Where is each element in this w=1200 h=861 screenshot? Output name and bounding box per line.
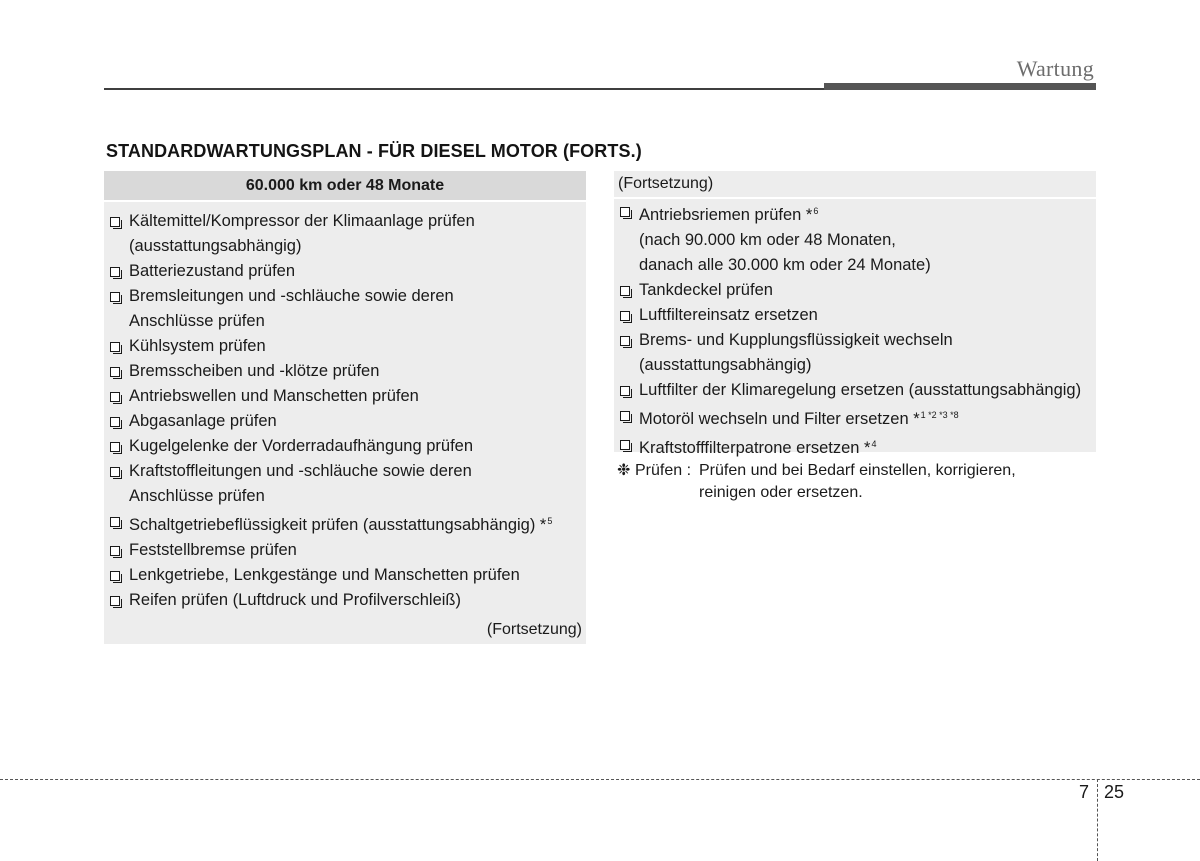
checklist-item	[108, 588, 586, 613]
checklist-item	[618, 303, 1096, 328]
footnote-ref: 5	[547, 516, 553, 526]
checklist-item-text: (ausstattungsabhängig)	[129, 237, 302, 255]
note-symbol-icon: ❉	[617, 462, 631, 479]
header-rule-accent	[824, 83, 1096, 90]
checkbox-icon	[110, 571, 120, 581]
page-number: 25	[1104, 782, 1125, 802]
checkbox-icon	[110, 342, 120, 352]
checkbox-icon	[620, 386, 630, 396]
checkbox-icon	[110, 267, 120, 277]
checklist-item-text: (nach 90.000 km oder 48 Monaten,	[639, 231, 896, 249]
checklist-item-text: Feststellbremse prüfen	[129, 541, 297, 559]
checklist-item-text: Kältemittel/Kompressor der Klimaanlage prüfen	[129, 212, 475, 230]
checklist-item-text: Kugelgelenke der Vorderradaufhängung prüfen	[129, 437, 474, 455]
checklist-item-text: Bremsscheiben und -klötze prüfen	[129, 362, 380, 380]
checklist-item-text: Bremsleitungen und -schläuche sowie deren	[129, 287, 454, 305]
checklist-item-text: danach alle 30.000 km oder 24 Monate)	[639, 256, 931, 274]
footnote	[617, 460, 1016, 504]
checklist-item-text	[129, 509, 586, 538]
checkbox-icon	[110, 367, 120, 377]
checkbox-icon	[110, 467, 120, 477]
checklist-item-text: Kühlsystem prüfen	[129, 337, 266, 355]
checklist-item-text: Luftfilter der Klimaregelung ersetzen (ausstattungsabhängig)	[639, 381, 1082, 399]
footnote-ref: 4	[871, 439, 877, 449]
maintenance-panel-right	[614, 171, 1096, 457]
checklist-item	[618, 199, 1096, 228]
checklist-item-text: Lenkgetriebe, Lenkgestänge und Manschetten prüfen	[129, 566, 520, 584]
interval-heading: 60.000 km oder 48 Monate	[104, 171, 586, 202]
checklist-item-label: Kraftstofffilterpatrone ersetzen *	[639, 439, 871, 457]
note-text	[699, 460, 1016, 504]
checklist-item-text: Brems- und Kupplungsflüssigkeit wechseln	[639, 331, 953, 349]
checklist-item-text: Kraftstoffleitungen und -schläuche sowie deren	[129, 462, 472, 480]
section-title: STANDARDWARTUNGSPLAN - FÜR DIESEL MOTOR (FORTS.)	[106, 141, 642, 161]
checklist-item	[108, 509, 586, 538]
checklist-item-label: Motoröl wechseln und Filter ersetzen *	[639, 410, 920, 428]
checklist-item-text	[639, 432, 1096, 461]
checklist-item	[108, 334, 586, 359]
checklist-item-label: Schaltgetriebeflüssigkeit prüfen (ausstattungsabhängig) *	[129, 516, 547, 534]
checkbox-icon	[620, 336, 630, 346]
checkbox-icon	[110, 442, 120, 452]
chapter-number: 7	[1079, 782, 1090, 802]
checklist-item	[108, 563, 586, 588]
checkbox-icon	[110, 292, 120, 302]
chapter-title: Wartung	[1016, 56, 1094, 81]
checklist-item	[108, 434, 586, 459]
note-line: Prüfen und bei Bedarf einstellen, korrigieren,	[699, 462, 1016, 479]
checklist-item	[618, 432, 1096, 461]
footer-vertical-divider	[1097, 779, 1098, 861]
checklist-item-text: Luftfiltereinsatz ersetzen	[639, 306, 818, 324]
maintenance-panel-left	[104, 171, 586, 644]
checklist-item	[618, 278, 1096, 303]
maintenance-list-right	[614, 199, 1096, 461]
checklist-item-text	[639, 199, 1096, 228]
note-line: reinigen oder ersetzen.	[699, 484, 863, 501]
checkbox-icon	[620, 286, 630, 296]
checkbox-icon	[620, 311, 630, 321]
checkbox-icon	[110, 546, 120, 556]
note-label: Prüfen :	[635, 462, 692, 479]
checkbox-icon	[110, 417, 120, 427]
checklist-item-text	[639, 403, 1096, 432]
checklist-item-text: Anschlüsse prüfen	[129, 487, 265, 505]
footer-divider	[0, 779, 1200, 780]
checklist-item	[108, 209, 586, 259]
checklist-item-text: Batteriezustand prüfen	[129, 262, 296, 280]
checklist-item-text: Abgasanlage prüfen	[129, 412, 277, 430]
checklist-item	[108, 538, 586, 563]
checklist-item-text: Reifen prüfen (Luftdruck und Profilverschleiß)	[129, 591, 461, 609]
footnote-ref: 1 *2 *3 *8	[920, 410, 959, 420]
checkbox-icon	[620, 440, 630, 450]
checkbox-icon	[110, 392, 120, 402]
continued-heading: (Fortsetzung)	[614, 171, 1096, 199]
checkbox-icon	[110, 217, 120, 227]
checklist-item-label: Antriebsriemen prüfen *	[639, 206, 813, 224]
checklist-item-text: Antriebswellen und Manschetten prüfen	[129, 387, 419, 405]
checkbox-icon	[620, 411, 630, 421]
checklist-item-text: (ausstattungsabhängig)	[639, 356, 812, 374]
checklist-item	[108, 284, 586, 334]
footnote-ref: 6	[813, 206, 819, 216]
checklist-item	[108, 384, 586, 409]
checklist-item	[618, 328, 1096, 378]
checklist-item-text: Tankdeckel prüfen	[639, 281, 773, 299]
checklist-item	[108, 459, 586, 509]
maintenance-list-left	[104, 202, 586, 613]
checklist-item	[108, 259, 586, 284]
checklist-item	[108, 359, 586, 384]
checklist-item	[618, 403, 1096, 432]
continued-label: (Fortsetzung)	[486, 621, 582, 638]
checkbox-icon	[110, 596, 120, 606]
checkbox-icon	[110, 517, 120, 527]
checklist-item	[618, 378, 1096, 403]
checkbox-icon	[620, 207, 630, 217]
checklist-item	[108, 409, 586, 434]
checklist-item	[618, 228, 1096, 278]
checklist-item-text: Anschlüsse prüfen	[129, 312, 265, 330]
